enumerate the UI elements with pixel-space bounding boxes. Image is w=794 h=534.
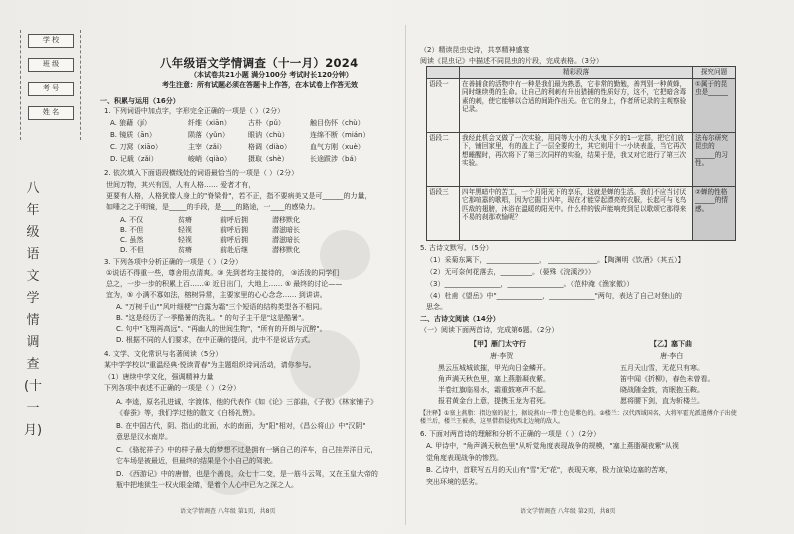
vertical-char: 年 [26,203,40,218]
q3-option: D. 根据不同的人们要求，在中正确的提问，此中不是说话方式。 [116,336,315,344]
q6-option: A. 甲诗中，"角声满天秋色里"从听觉角度表现战争的规模，"塞上燕脂凝夜紫"从视 [426,442,679,450]
table-row [427,187,736,241]
exam-no-box [28,82,74,96]
row-text: 四年黑暗中的苦工，一个月阳光下的享乐，这就是蝉的生活。我们不应当讨厌它那喧嚣的歌唱，因为它掘土四年，现在才能穿起漂亮的衣服，长起可与飞鸟匹敌的翅膀，沐浴在温暖的阳光中。什么样的钹声能响亮到足以歌颂它那得来不易的刹那欢愉呢？ [460,187,693,241]
q6-option: B. 乙诗中，首联写五月的天山有"雪"无"花"，表现天寒，极力渲染边塞的苦寒， [426,466,673,474]
option-cell: 峻峭（qiào） [188,155,231,163]
question-2: 2. 依次填入下面语段横线处的词语最恰当的一项是（ ）（2分） [104,169,299,177]
exam-title: 八年级语文学情调查（十一月）2024 [160,56,359,70]
option-cell: 前呼后拥 [220,216,248,224]
school-box [28,34,74,48]
vertical-char: (十 [23,379,43,394]
option-cell: 古朴（pǔ） [248,119,285,127]
row-label: 语段三 [427,187,460,241]
q4-sub1-question: 下列各项中表述不正确的一项是（ ）（2分） [104,384,241,392]
class-box [28,58,74,72]
poem-notes: 【注释】①塞上燕脂：指边塞的泥土，据说燕山一带土色是紫色的。②楼兰：汉代西域国名，大将军霍光派遣傅介子出使楼兰后，楼兰王被杀，这里借指侵扰西北边境的敌人。 [420,410,737,425]
q5-line: （3）________________，________________。（范仲淹《渔家傲》） [426,280,634,288]
name-box [28,106,74,120]
vertical-char: 月) [23,423,43,438]
question-1: 1. 下列词语中加点字，字形完全正确的一项是（ ）（2分） [104,107,285,115]
poem-line: 报君黄金台上意，提携玉龙为君死。 [438,397,550,405]
option-cell: 轻视 [178,236,192,244]
section-heading: 一、积累与运用（16分） [100,97,180,105]
insect-table [426,66,736,241]
vertical-char: 八 [26,181,40,196]
poem-line: 半卷红旗临易水，霜重鼓寒声不起。 [438,386,550,394]
question-6: 6. 下面对两首诗的理解和分析不正确的一项是（ ）（2分） [420,430,601,438]
option-cell: 长途跋涉（bá） [310,155,361,163]
vertical-char: 情 [26,313,40,328]
poem2-author: 唐·李白 [660,352,684,360]
name-label: 姓 名 [42,108,60,116]
poem2-title: 【乙】塞下曲 [650,340,692,348]
q3-option: B. "这是经历了一季酷暑的洗礼。" 的句子主干是"这是酷暑"。 [116,314,309,322]
option-cell: 贫瘠 [178,216,192,224]
option-cell: 前呼后拥 [220,226,248,234]
option-cell: D. 不但 [120,246,144,254]
page-divider [405,25,406,525]
poem-line: 角声满天秋色里，塞上燕脂凝夜紫。 [438,375,550,383]
q4-option: 《春蚕》等，我们学过他的散文《白杨礼赞》。 [116,409,260,417]
option-cell: 陨落（yǔn） [188,131,230,139]
option-cell: A. 狼藉（jí） [110,119,152,127]
poem1-title: 【甲】雁门太守行 [470,340,526,348]
option-cell: 眼讷（chù） [248,131,289,139]
q5-line: （2）无可奈何花落去，_________。（晏殊《浣溪沙》） [426,268,595,276]
q3-text-line: 宜为，⑤ 小满不寡如法，榕树异常，主要家里的心心念念…… 到讲讲。 [106,291,327,299]
option-cell: A. 不仅 [120,216,144,224]
row-question: ②蝉的性格______的情感。 [693,187,736,241]
option-cell: 纤维（xiān） [188,119,231,127]
option-cell: B. 镜质（ān） [110,131,156,139]
vertical-char: 学 [26,291,40,306]
q2-text-line: 世间万物，其兴有因，人有人格…… 爱者才有， [106,181,256,189]
q4-option: A. 李逵，原名孔进诚，字渡体，他的代表作《如《论》三部曲，《子夜》《林家铺子》 [116,398,378,406]
vertical-char: 查 [26,357,40,372]
q4-sub1: （1）唐续中学文化，强调精神力量 [104,373,214,381]
row-text: 我经此机会又做了一次实验，用同等大小的大头鬼下夕的1一定群，把它们放下，铺回家里，有的盖上了一层全要的土，其它则用十一小块表盖，当它再次想睡醒时，再次将下了第三次同样的实验，结果于是，我又对它进行了第三次实验。 [460,133,693,187]
vertical-title [22,178,44,442]
option-cell: C. 虽然 [120,236,144,244]
table-header: 精彩段落 [460,67,693,79]
q3-text-line: 总之，一步一步的积累上百……④ 近日出门，大地上…… ⑤ 最终的讨论—— [106,280,343,288]
q5-line: （1）采菊东篱下，_______________， ______________。【陶渊明《饮酒》（其五）】 [426,256,685,264]
page-footer-left: 语文学情调查 八年级 第1页，共8页 [180,508,276,515]
poem-line: 五月天山雪，无花只有寒。 [620,364,704,372]
row-label: 语段二 [427,133,460,187]
table-row [427,133,736,187]
option-cell: 触目伤怀（chù） [310,119,365,127]
q4-intro: 某中学学校以"重温经典·悦读青春"为主题组织诗词活动，请你参与。 [104,361,316,369]
question-3: 3. 下列各项中分析正确的一项是（ ）（2分） [104,258,243,266]
q6-option: 觉角度表现战争的惨烈。 [426,454,503,462]
q2-text-line: 更要有人格，人格犹像人身上的"脊梁骨"，若不正，指不要病美又是可______的力量， [106,192,372,200]
q4-option: 意思是汉水南岸。 [116,433,172,441]
option-cell: 轻视 [178,226,192,234]
question-5: 5. 古诗文默写。（5分） [420,244,493,252]
poem-line: 愿将腰下剑，直为斩楼兰。 [620,397,704,405]
q3-text-line: ①说话不得重一些，尊舍用点清爽。③ 先到者均主接待的， ③活泼的同学们 [106,269,340,277]
q4-option: 它车场是被最近，但最终的结果是个小自己的驾驶。 [116,457,277,465]
table-row [427,79,736,133]
seal-line [20,30,22,140]
class-label: 班 级 [42,60,60,68]
row-label: 语段一 [427,79,460,133]
row-text: 在善捕食的活物中有一种是我们最为熟悉，它非常的勤勉，善判别一种黄蜂，同时继续勇的生命。让自己的利刺有升出猎捕的性质好方，这不，它把暗含毒素的刺，使它能够以合适的间距作出关。在它的身上，作者所记录的主观察验记录。 [460,79,693,133]
option-cell: B. 不但 [120,226,144,234]
school-label: 学 校 [42,36,60,44]
q4-option: C. 《骆驼祥子》中的样子最大的梦想不过是拥有一辆自己的洋车，自己挂弄洋日元， [116,446,378,454]
vertical-char: 一 [26,401,40,416]
seal-line-right [80,30,82,140]
option-cell: 潜滋暗长 [272,236,300,244]
vertical-char: 文 [26,269,40,284]
option-cell: D. 记载（zǎi） [110,155,158,163]
option-cell: 摄取（shè） [248,155,289,163]
q4-sub2-instruction: 阅读《昆虫记》中描述不同昆虫的片段，完成表格。（3分） [420,57,603,65]
q5-line: （4）杜甫《望岳》中"_____________，_____________"两句，表达了自己对登山的 [426,292,682,300]
table-header [427,67,460,79]
page-footer-right: 语文学情调查 八年级 第2页，共8页 [520,508,616,515]
poem-line: 黑云压城城欲摧，甲光向日金鳞开。 [438,364,550,372]
exam-subtitle: （本试卷共21小题 满分100分 考试时长120分钟） [190,71,353,79]
q3-option: C. 句中"飞翔再高远"、"再幽人的世间生物"，"所有的开朗与沉醉"。 [116,325,327,333]
vertical-char: 级 [26,225,40,240]
option-cell: C. 刀窝（xiāo） [110,143,162,151]
vertical-char: 调 [26,335,40,350]
option-cell: 潜滋暗长 [272,226,300,234]
q4-sub2: （2）精读昆虫史诗，共享精神盛宴 [420,46,530,54]
row-question: 法布尔研究昆虫的______的习性。 [693,133,736,187]
q6-option: 突出环境的恶劣。 [426,478,482,486]
q4-option: D. 《西游记》中的唐僧，也是个善良，众七十二变，是一筋斗云驾，又在玉皇大帝的 [116,470,378,478]
exam-notice: 考生注意：所有试题必须在答题卡上作答，在本试卷上作答无效 [162,81,358,89]
q6-intro: （一）阅读下面两首诗，完成第6题。（2分） [420,326,559,334]
question-4: 4. 文学、文化常识与名著阅读（5分） [104,350,223,358]
table-header: 探究问题 [693,67,736,79]
vertical-char: 语 [26,247,40,262]
exam-no-label: 考 号 [42,84,60,92]
option-cell: 前赴后继 [220,246,248,254]
poem-line: 笛中闻《折柳》，春色未曾看。 [620,375,715,383]
poem1-author: 唐·李贺 [490,352,514,360]
q5-line: 思念。 [426,303,447,311]
table-header-row [427,67,736,79]
q4-option: B. 在中国古代，阴、指山的北面，水的南面，为"阳"相对，《昌公将山》中"汉阴" [116,422,366,430]
row-question: ①属于的昆虫是______ [693,79,736,133]
option-cell: 前呼后拥 [220,236,248,244]
option-cell: 潜移默化 [272,216,300,224]
q3-option: A. "万树千山""风叶细梗""白露为霜"三个短语的结构类型各不相同。 [116,303,327,311]
section-heading: 二、古诗文阅读（14分） [420,315,500,323]
q4-option: 瓶中把地狱生一权火眼金睛，是着个人心中已为之深之人。 [116,481,298,489]
poem-line: 晓战随金鼓，宵眠抱玉鞍。 [620,386,704,394]
option-cell: 格调（diào） [248,143,291,151]
option-cell: 主宰（zǎi） [188,143,226,151]
option-cell: 血气方刚（xuè） [310,143,365,151]
option-cell: 潜移默化 [272,246,300,254]
option-cell: 连绵不断（mián） [310,131,370,139]
option-cell: 贫瘠 [178,246,192,254]
q2-text-line: 如唾之之于明镜，是_____的手段，是____的路途，一____的感染力。 [106,203,320,211]
